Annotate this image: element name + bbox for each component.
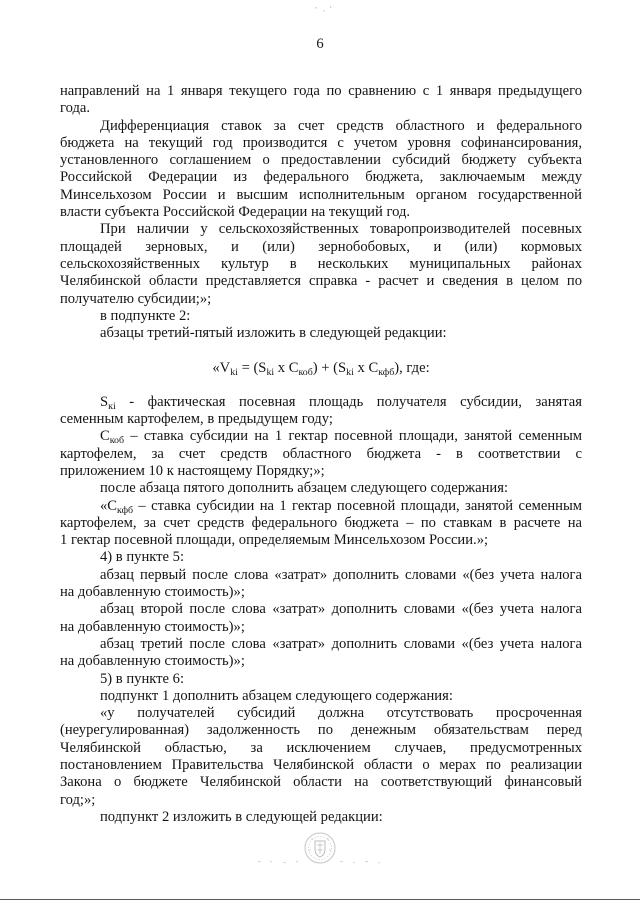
paragraph (60, 83, 582, 118)
symbol: S (100, 393, 109, 410)
text-line: бюджета на текущий год производится с учетом уровня софинансирования, (60, 134, 582, 151)
text-line: на добавленную стоимость)»; (60, 618, 245, 635)
scan-specks-bottom (252, 856, 392, 868)
text-line: подпункт 1 дополнить абзацем следующего содержания: (100, 687, 453, 704)
text-line: Минсельхозом России и высшим исполнительным органом государственной (60, 186, 582, 203)
line-text: – ставка субсидии на 1 гектар посевной площади, занятой семенным (133, 497, 582, 514)
text-line: после абзаца пятого дополнить абзацем следующего содержания: (100, 480, 508, 497)
paragraph (60, 221, 582, 307)
paragraph (60, 308, 582, 325)
paragraph (60, 549, 582, 566)
formula-part: ) + (S (312, 359, 347, 376)
paragraph (60, 480, 582, 497)
paragraph (60, 118, 582, 222)
paragraph (60, 671, 582, 688)
formula-subscript: ki (346, 366, 354, 378)
text-line: год;»; (60, 791, 96, 808)
symbol: «С (100, 497, 118, 514)
paragraph (60, 809, 582, 826)
text-line: получателю субсидии;»; (60, 290, 212, 307)
text-line: абзацы третий-пятый изложить в следующей редакции: (100, 325, 447, 342)
formula (60, 360, 582, 377)
text-line: сельскохозяйственных культур в нескольких муниципальных районах (60, 255, 582, 272)
document-body (60, 83, 582, 826)
text-line: площадей зерновых, и (или) зернобобовых, и (или) кормовых (60, 238, 582, 255)
formula-part: «V (212, 359, 231, 376)
text-line: Закона о бюджете Челябинской области на соответствующий финансовый (60, 774, 582, 791)
paragraph (60, 325, 582, 342)
line-text: – ставка субсидии на 1 гектар посевной площади, занятой семенным (124, 428, 582, 445)
symbol-subscript: кфб (117, 504, 134, 516)
text-line (60, 394, 582, 411)
text-line: 4) в пункте 5: (100, 549, 185, 566)
formula-subscript: коб (298, 366, 313, 378)
formula-subscript: ki (230, 366, 238, 378)
text-line: абзац второй после слова «затрат» дополнить словами «(без учета налога (100, 601, 582, 618)
text-line: картофелем, за счет средств федерального бюджета – по ставкам в расчете на (60, 514, 582, 531)
text-line: картофелем, за счет средств областного бюджета - в соответствии с (60, 445, 582, 462)
text-line: года. (60, 100, 91, 117)
text-line: абзац третий после слова «затрат» дополнить словами «(без учета налога (100, 635, 582, 652)
text-line: направлений на 1 января текущего года по сравнению с 1 января предыдущего (60, 83, 582, 99)
text-line: установленного соглашением о предоставлении субсидий бюджету субъекта (60, 152, 582, 169)
paragraph (60, 567, 582, 602)
formula-subscript: кфб (378, 366, 395, 378)
text-line: постановлением Правительства Челябинской области о мерах по реализации (60, 756, 582, 773)
formula-subscript: ki (266, 366, 275, 378)
formula-part: х С (274, 359, 299, 376)
text-line: «у получателей субсидий должна отсутствовать просроченная (100, 705, 582, 722)
paragraph (60, 498, 582, 550)
text-line: Дифференциация ставок за счет средств областного и федерального (100, 117, 582, 134)
formula-part: х С (353, 359, 379, 376)
text-line: на добавленную стоимость)»; (60, 653, 245, 670)
scan-specks-top (312, 3, 336, 15)
text-line: Челябинской области представляется справка - расчет и сведения в целом по (60, 273, 582, 290)
paragraph (60, 705, 582, 809)
formula-part: ), где: (394, 359, 430, 376)
text-line (60, 498, 582, 515)
scan-edge-line (0, 899, 640, 900)
text-line: Российской Федерации из федерального бюджета, заключаемым между (60, 169, 582, 186)
text-line: семенным картофелем, в предыдущем году; (60, 411, 333, 428)
text-line (60, 428, 582, 445)
formula-part: = (S (237, 359, 267, 376)
page-number: 6 (316, 36, 324, 52)
symbol-subscript: коб (109, 435, 125, 447)
text-line: подпункт 2 изложить в следующей редакции: (100, 808, 383, 825)
paragraph (60, 636, 582, 671)
paragraph (60, 601, 582, 636)
text-line: приложением 10 к настоящему Порядку;»; (60, 462, 325, 479)
text-line: 5) в пункте 6: (100, 670, 185, 687)
text-line: на добавленную стоимость)»; (60, 584, 245, 601)
symbol: С (100, 428, 110, 445)
symbol-subscript: кi (108, 400, 116, 412)
text-line: (неурегулированная) задолженность по денежным обязательствам перед (60, 722, 582, 739)
text-line: в подпункте 2: (100, 307, 191, 324)
text-line: Челябинской областью, за исключением случаев, предусмотренных (60, 739, 582, 756)
paragraph (60, 428, 582, 480)
text-line: 1 гектар посевной площади, определяемым Минсельхозом России.»; (60, 532, 489, 549)
paragraph (60, 394, 582, 429)
text-line: абзац первый после слова «затрат» дополнить словами «(без учета налога (100, 566, 582, 583)
line-text: - фактическая посевная площадь получателя субсидии, занятая (115, 393, 582, 410)
paragraph (60, 688, 582, 705)
text-line: При наличии у сельскохозяйственных товаропроизводителей посевных (100, 221, 582, 238)
text-line: власти субъекта Российской Федерации на текущий год. (60, 204, 411, 221)
